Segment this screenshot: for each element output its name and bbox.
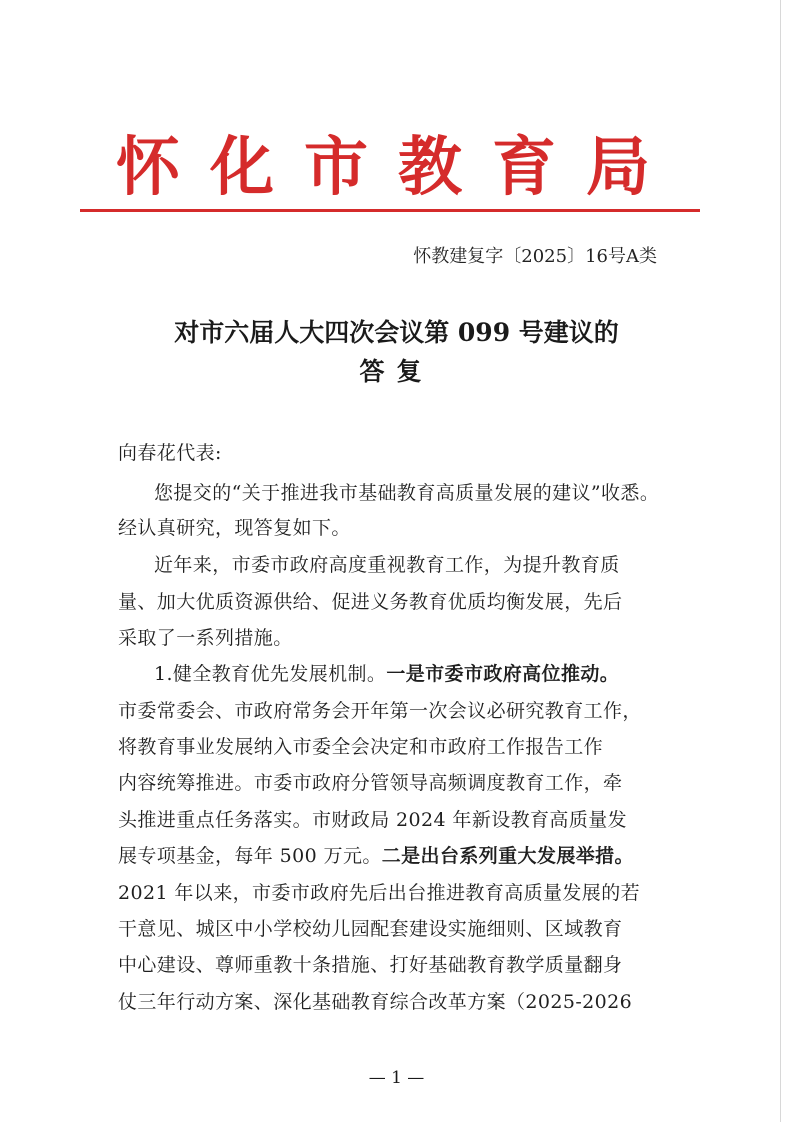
paragraph-3-line-5: 头推进重点任务落实。市财政局 2024 年新设教育高质量发 (118, 809, 628, 831)
paragraph-1-line-2: 经认真研究，现答复如下。 (118, 517, 351, 539)
paragraph-3-line-2: 市委常委会、市政府常务会开年第一次会议必研究教育工作， (118, 700, 642, 722)
document-number: 怀教建复字〔2025〕16号A类 (413, 246, 657, 267)
point-2-bold-heading: 二是出台系列重大发展举措。 (381, 845, 634, 867)
paragraph-3-line-8: 干意见、城区中小学校幼儿园配套建设实施细则、区域教育 (118, 918, 623, 940)
document-title-line-1: 对市六届人大四次会议第 099 号建议的 (174, 318, 619, 347)
scan-edge-line (780, 0, 781, 1122)
document-title-line-2: 答复 (359, 357, 434, 386)
page-number: — 1 — (368, 1068, 425, 1088)
funding-text: 展专项基金，每年 500 万元。 (118, 845, 382, 867)
paragraph-3-line-9: 中心建设、尊师重教十条措施、打好基础教育教学质量翻身 (118, 954, 623, 976)
paragraph-2-line-2: 量、加大优质资源供给、促进义务教育优质均衡发展，先后 (118, 591, 623, 613)
paragraph-3-line-4: 内容统筹推进。市委市政府分管领导高频调度教育工作，牵 (118, 772, 623, 794)
paragraph-2-line-1: 近年来，市委市政府高度重视教育工作，为提升教育质 (154, 554, 620, 576)
point-1-bold-heading: 一是市委市政府高位推动。 (386, 663, 620, 685)
paragraph-2-line-3: 采取了一系列措施。 (118, 627, 293, 649)
paragraph-3-line-7: 2021 年以来，市委市政府先后出台推进教育高质量发展的若 (118, 882, 640, 904)
salutation: 向春花代表: (118, 442, 222, 464)
paragraph-3-line-6 (118, 842, 678, 870)
letterhead-red-rule (80, 209, 700, 212)
paragraph-3-line-3: 将教育事业发展纳入市委全会决定和市政府工作报告工作 (118, 736, 604, 758)
paragraph-3-line-1 (154, 660, 714, 688)
letterhead-org-name: 怀化市教育局 (116, 131, 680, 205)
paragraph-1-line-1: 您提交的“关于推进我市基础教育高质量发展的建议”收悉。 (154, 482, 660, 504)
section-1-heading: 1.健全教育优先发展机制。 (154, 663, 387, 685)
paragraph-3-line-10: 仗三年行动方案、深化基础教育综合改革方案（2025-2026 (118, 991, 633, 1013)
